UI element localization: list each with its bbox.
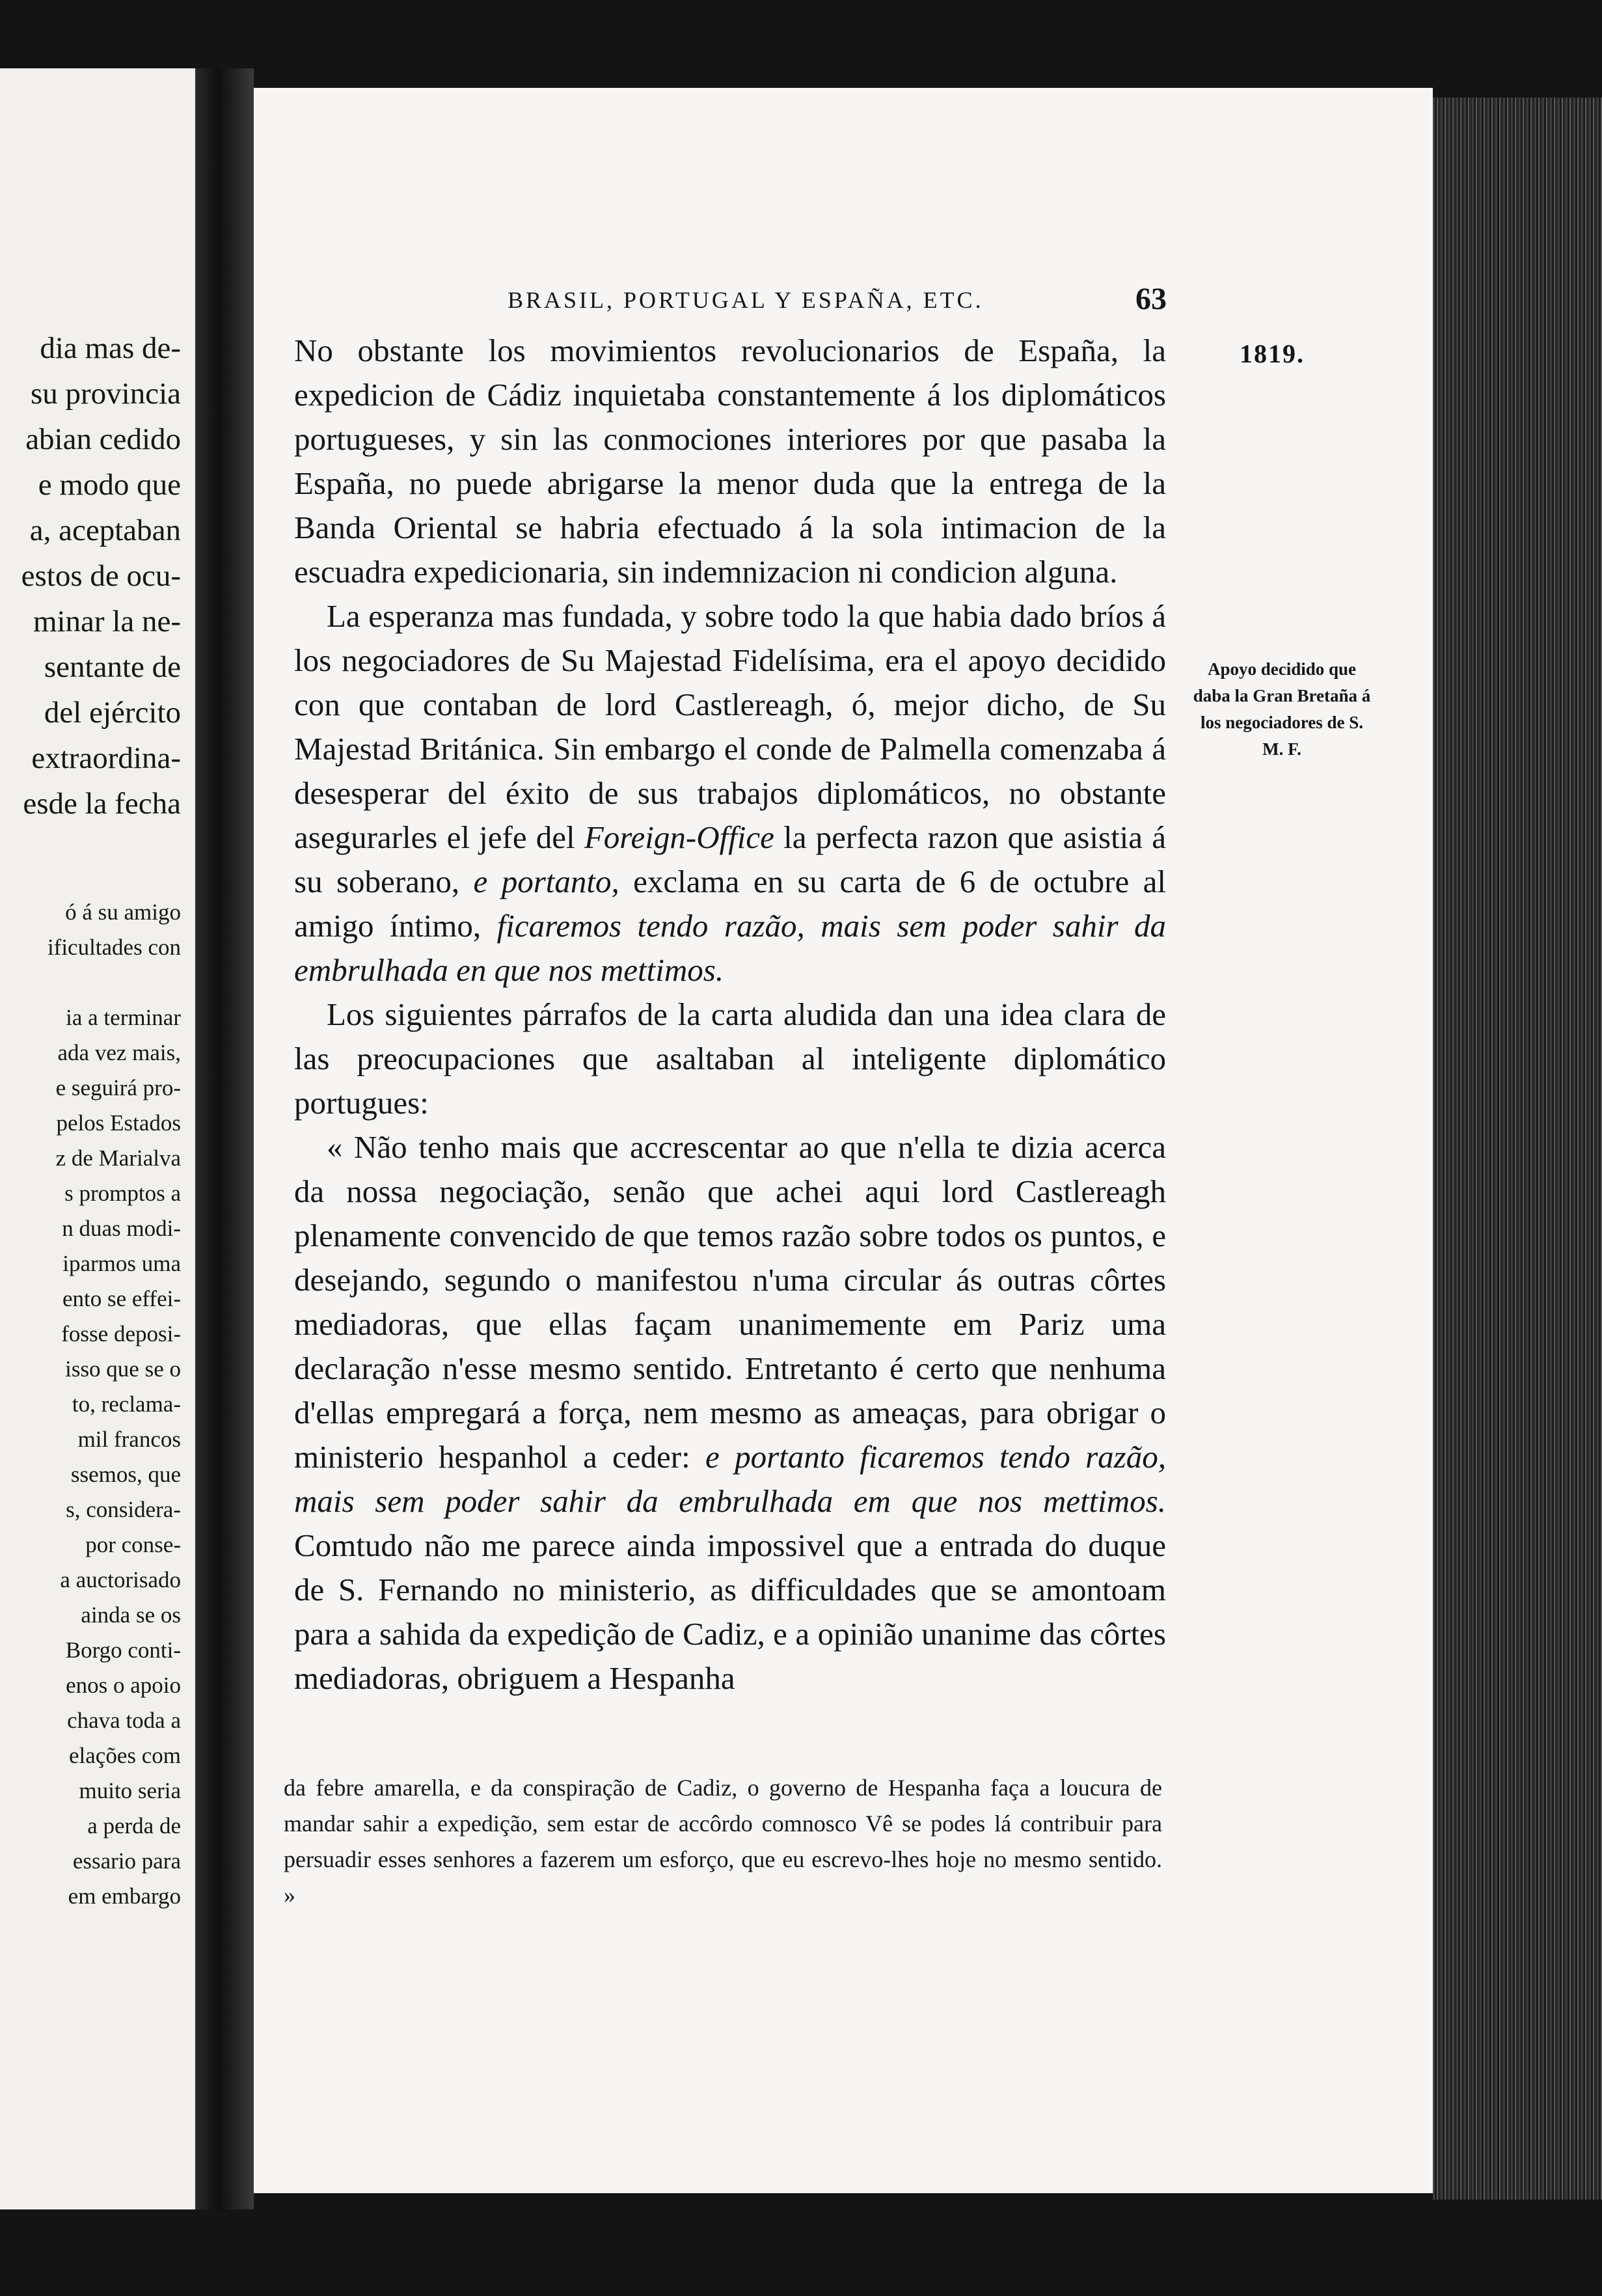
left-page-footnote-line: a auctorisado <box>60 1567 181 1592</box>
paragraph-3: Los siguientes párrafos de la carta aludida dan una idea clara de las preocupaciones que asaltaban al inteligente diplomático portugues: <box>294 996 1166 1121</box>
left-page-line: extraordina- <box>31 741 181 775</box>
left-page-footnote-line: iparmos uma <box>62 1251 181 1276</box>
left-page-footnote-line: essario para <box>72 1848 181 1874</box>
paragraph-4-part-b: Comtudo não me parece ainda impossivel que a entrada do duque de S. Fernando no ministerio, as difficuldades que se amontoam para a sahida da expedição de Cadiz, e a opinião unanime das côrtes mediadoras, obriguem a Hespanha <box>294 1527 1166 1696</box>
left-page-footnote-line: to, reclama- <box>72 1391 181 1417</box>
left-page-line: dia mas de- <box>40 331 181 365</box>
left-page-line: del ejército <box>44 696 181 730</box>
left-page-line: a, aceptaban <box>29 513 181 547</box>
paragraph-1: No obstante los movimientos revolucionarios de España, la expedicion de Cádiz inquietaba constantemente á los diplomáticos portugueses, y sin las conmociones interiores por que pasaba la España, no puede abrigarse la menor duda que la entrega de la Banda Oriental se habria efectuado á la sola intimacion de la escuadra expedicionaria, sin indemnizacion ni condicion alguna. <box>294 333 1166 590</box>
left-page-footnote-line: pelos Estados <box>56 1110 181 1136</box>
left-page-footnote-line: e seguirá pro- <box>55 1075 181 1100</box>
paragraph-4 <box>294 1125 1166 1701</box>
left-facing-page <box>0 68 195 2209</box>
paragraph-2-part-c: exclama en su carta de 6 de octubre al amigo íntimo, <box>294 864 1167 944</box>
book-gutter <box>195 68 254 2209</box>
page-number: 63 <box>1135 282 1167 316</box>
left-page-line: estos de ocu- <box>21 559 181 593</box>
left-page-line: e modo que <box>38 468 181 502</box>
left-page-footnote-line: em embargo <box>68 1883 181 1909</box>
paragraph-4-quote-italic: e portanto ficaremos tendo razão, mais sem poder sahir da embrulhada em que nos mettimos. <box>294 1439 1166 1519</box>
left-page-line: minar la ne- <box>33 605 181 638</box>
left-page-line: sentante de <box>44 650 181 684</box>
portanto-italic: e portanto, <box>473 864 619 899</box>
body-text <box>294 329 1166 1701</box>
paragraph-2 <box>294 594 1166 992</box>
margin-year: 1819. <box>1240 339 1305 368</box>
margin-sidenote: Apoyo decidido que daba la Gran Bretaña á los negociadores de S. M. F. <box>1193 659 1371 759</box>
left-page-footnote-line: ento se effei- <box>62 1286 181 1311</box>
foreign-office-italic: Foreign-Office <box>584 819 774 855</box>
left-page-footnote-line: n duas modi- <box>62 1216 181 1241</box>
left-page-footnote-line: ó á su amigo <box>65 899 181 925</box>
paragraph-4-part-a: « Não tenho mais que accrescentar ao que n'ella te dizia acerca da nossa negociação, senão que achei aqui lord Castlereagh plenamente convencido de que temos razão sobre todos os puntos, e desejando, segundo o manifestou n'uma circular ás outras côrtes mediadoras, que ellas façam unanimemente em Pariz uma declaração n'esse mesmo sentido. Entretanto é certo que nenhuma d'ellas empregará a força, nem mesmo as ameaças, para obrigar o ministerio hespanhol a ceder: <box>294 1129 1166 1475</box>
left-page-footnote-line: isso que se o <box>65 1356 181 1382</box>
left-page-footnote-line: por conse- <box>85 1532 181 1557</box>
running-title: BRASIL, PORTUGAL Y ESPAÑA, ETC. <box>508 287 984 313</box>
left-page-footnote-line: chava toda a <box>67 1708 181 1733</box>
left-page-line: abian cedido <box>25 422 181 456</box>
left-page-line: esde la fecha <box>23 787 181 821</box>
left-page-footnote-line: s promptos a <box>64 1181 181 1206</box>
left-page-footnote-line: muito seria <box>79 1778 181 1803</box>
left-page-footnote-line: enos o apoio <box>66 1673 181 1698</box>
left-page-footnote-line: fosse deposi- <box>61 1321 181 1346</box>
footnote: da febre amarella, e da conspiração de Cadiz, o governo de Hespanha faça a loucura de mandar sahir a expedição, sem estar de accôrdo comnosco Vê se podes lá contribuir para persuadir esses senhores a fazerem um esforço, que eu escrevo-lhes hoje no mesmo sentido. » <box>284 1775 1162 1908</box>
left-page-footnote-line: ssemos, que <box>70 1462 181 1487</box>
page-edges <box>1433 98 1602 2200</box>
left-page-footnote-line: ainda se os <box>81 1602 181 1628</box>
left-page-line: su provincia <box>30 377 181 411</box>
left-page-footnote-line: ada vez mais, <box>57 1040 181 1065</box>
left-page-footnote-line: elações com <box>69 1743 181 1768</box>
left-page-footnote-line: mil francos <box>77 1427 181 1452</box>
left-page-footnote-line: Borgo conti- <box>65 1637 181 1663</box>
quote-italic: ficaremos tendo razão, mais sem poder sahir da embrulhada en que nos mettimos. <box>294 908 1166 988</box>
left-page-footnote-line: ia a terminar <box>66 1005 181 1030</box>
left-page-footnote-line: ificultades con <box>47 935 181 960</box>
left-page-footnote-line: z de Marialva <box>55 1145 181 1171</box>
left-page-footnote-line: s, considera- <box>66 1497 181 1522</box>
paragraph-2-part-b: la perfecta razon que asistia á su soberano, <box>294 819 1166 899</box>
paragraph-2-part-a: La esperanza mas fundada, y sobre todo la que habia dado bríos á los negociadores de Su Majestad Fidelísima, era el apoyo decidido con que contaban de lord Castlereagh, ó, mejor dicho, de Su Majestad Británica. Sin embargo el conde de Palmella comenzaba á desesperar del éxito de sus trabajos diplomáticos, no obstante asegurarles el jefe del <box>294 598 1166 855</box>
left-page-footnote-line: a perda de <box>87 1813 181 1838</box>
